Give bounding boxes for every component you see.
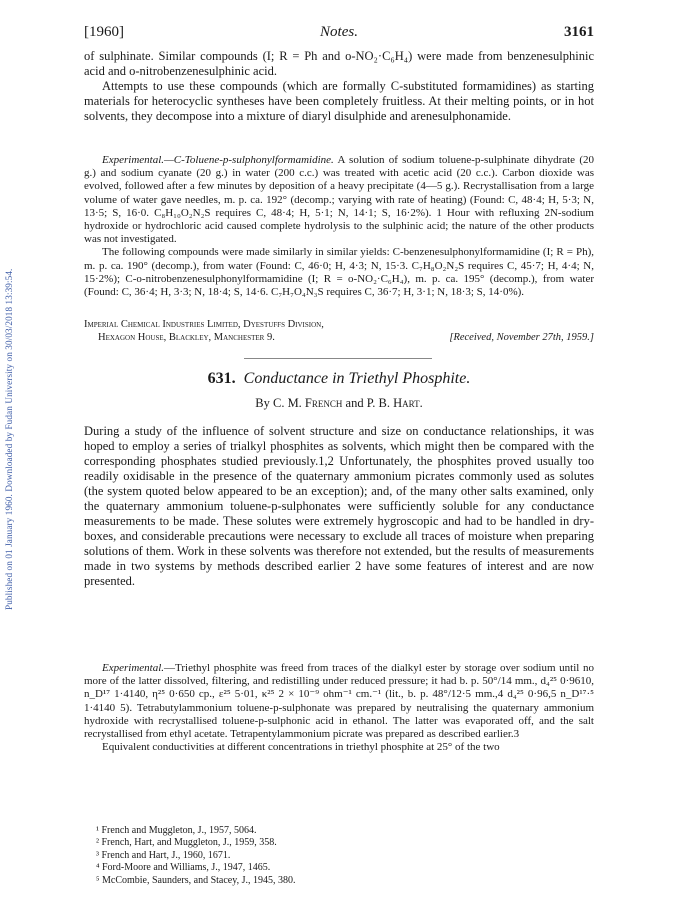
author-1: C. M. French	[272, 396, 343, 410]
received-date: [Received, November 27th, 1959.]	[449, 332, 594, 343]
header-section: Notes.	[320, 24, 358, 40]
experimental-label-2: Experimental.	[102, 662, 165, 674]
download-watermark	[4, 150, 18, 610]
authors-and: and	[345, 396, 364, 410]
author-2: P. B. Hart.	[366, 396, 423, 410]
reference-item: ² French, Hart, and Muggleton, J., 1959, 358.	[96, 837, 277, 849]
reference-item: ³ French and Hart, J., 1960, 1671.	[96, 849, 231, 861]
experimental-text: A solution of sodium toluene-p-sulphinate dihydrate (20 g.) and sodium cyanate (20 g.) in water (200 c.c.) was treated with acetic acid (20 c.c.). Carbon dioxide was evolved, followed after a few minutes by deposition of a heavy precipitate (4—5 g.). Recrystallisation from a large volume of water gave needles, m. p. ca. 192° (decomp.; varying with rate of heating) (Found: C, 48·4; H, 5·3; N, 13·5; S, 16·0. C₈H₁₀O₂N₂S requires C, 48·4; H, 5·1; N, 14·1; S, 16·2%). 1 Hour with refluxing 2N-sodium hydroxide or hydrochloric acid caused complete hydrolysis to the sulphinic acid; the nature of the other products was not investigated.	[84, 154, 594, 246]
reference-item: ⁴ Ford-Moore and Williams, J., 1947, 1465.	[96, 862, 271, 874]
attempts-paragraph: Attempts to use these compounds (which are formally C-substituted formamidines) as starting materials for heterocyclic syntheses have been completely fruitless. At their melting points, or in hot solvents, they decompose into a mixture of diaryl disulphide and arenesulphonamide.	[84, 79, 594, 123]
experimental-paragraph-2	[84, 662, 594, 741]
affiliation-line-2-wrap	[84, 331, 594, 344]
experimental-text-2: —Triethyl phosphite was freed from traces of the dialkyl ester by storage over sodium until no more of the latter dissolved, filtering, and redistilling under reduced pressure; it had b. p. 50°/14 mm., d₄²⁵ 0·9610, n_D¹⁷ 1·4140, η²⁵ 0·650 cp., ε²⁵ 5·01, κ²⁵ 2 × 10⁻⁹ ohm⁻¹ cm.⁻¹ (lit., b. p. 48°/12·5 mm.,4 d₄²⁵ 0·96,5 n_D¹⁷·⁵ 1·4140 5). Tetrabutylammonium toluene-p-sulphonate was prepared by neutralising the quaternary ammonium hydroxide with recrystallised toluene-p-sulphonic acid in ethanol. The latter was evaporated off, and the salt recrystallised from ethyl acetate. Tetrapentylammonium picrate was prepared as described earlier.3	[84, 662, 594, 741]
section-divider	[244, 358, 432, 359]
experimental-section-2	[84, 662, 594, 754]
experimental-paragraph-1b: The following compounds were made similarly in similar yields: C-benzenesulphonylformamidine (I; R = Ph), m. p. ca. 190° (decomp.), from water (Found: C, 46·0; H, 4·3; N, 15·3. C₇H₈O₂N₂S requires C, 45·7; H, 4·4; N, 15·2%); C-o-nitrobenzenesulphonylformamidine (I; R = o-NO₂·C₆H₄), m. p. ca. 195° (decomp.), from water (Found: C, 36·4; H, 3·3; N, 18·4; S, 14·6. C₇H₇O₄N₃S requires C, 36·7; H, 3·1; N, 18·3; S, 14·0%).	[84, 246, 594, 299]
experimental-paragraph-1	[84, 154, 594, 246]
authors-by: By	[255, 396, 270, 410]
article-body	[84, 424, 594, 589]
affiliation-line-1: Imperial Chemical Industries Limited, Dyestuffs Division,	[84, 319, 324, 330]
experimental-label: Experimental.	[102, 154, 165, 166]
previous-article-text	[84, 49, 594, 124]
reference-item: ¹ French and Muggleton, J., 1957, 5064.	[96, 825, 257, 836]
experimental-section-1	[84, 154, 594, 299]
affiliation-block	[84, 318, 594, 344]
watermark-text: Published on 01 January 1960. Downloaded by Fudan University on 30/03/2018 13:39:54.	[4, 268, 14, 610]
header-year: [1960]	[84, 24, 124, 40]
article-number: 631.	[207, 370, 236, 387]
experimental-paragraph-2b: Equivalent conductivities at different concentrations in triethyl phosphite at 25° of the two	[102, 741, 500, 754]
intro-paragraph: of sulphinate. Similar compounds (I; R = Ph and o-NO₂·C₆H₄) were made from benzenesulphinic acid and o-nitrobenzenesulphinic acid.	[84, 49, 594, 78]
affiliation-line-2: Hexagon House, Blackley, Manchester 9.	[98, 332, 275, 343]
article-authors	[84, 396, 594, 411]
page-header	[84, 24, 594, 44]
article-title-text: Conductance in Triethyl Phosphite.	[243, 370, 471, 387]
article-title	[84, 370, 594, 388]
body-paragraph: During a study of the influence of solvent structure and size on conductance relationships, it was hoped to employ a series of trialkyl phosphites as solvents, which might then be compared with the corresponding phosphates studied previously.1,2 Unfortunately, the phosphites proved usually too readily oxidisable in the presence of the quaternary ammonium picrates commonly used as solutes (the system quoted below appeared to be an exception); and, of the many other salts examined, only the quaternary ammonium toluene-p-sulphonates were sufficiently soluble for any conductance measurements to be made. These solutes were extremely hygroscopic and had to be handled in dry-boxes, and considerable precautions were necessary to exclude all traces of moisture when preparing solutions of them. Work in these solvents was therefore not extended, but the results of measurements made in two systems by methods described earlier 2 have some features of interest and are now presented.	[84, 424, 594, 588]
reference-item: ⁵ McCombie, Saunders, and Stacey, J., 1945, 380.	[96, 874, 296, 886]
compound-name: —C-Toluene-p-sulphonylformamidine.	[164, 154, 334, 166]
references-list	[84, 825, 594, 887]
header-page-number: 3161	[564, 24, 594, 40]
